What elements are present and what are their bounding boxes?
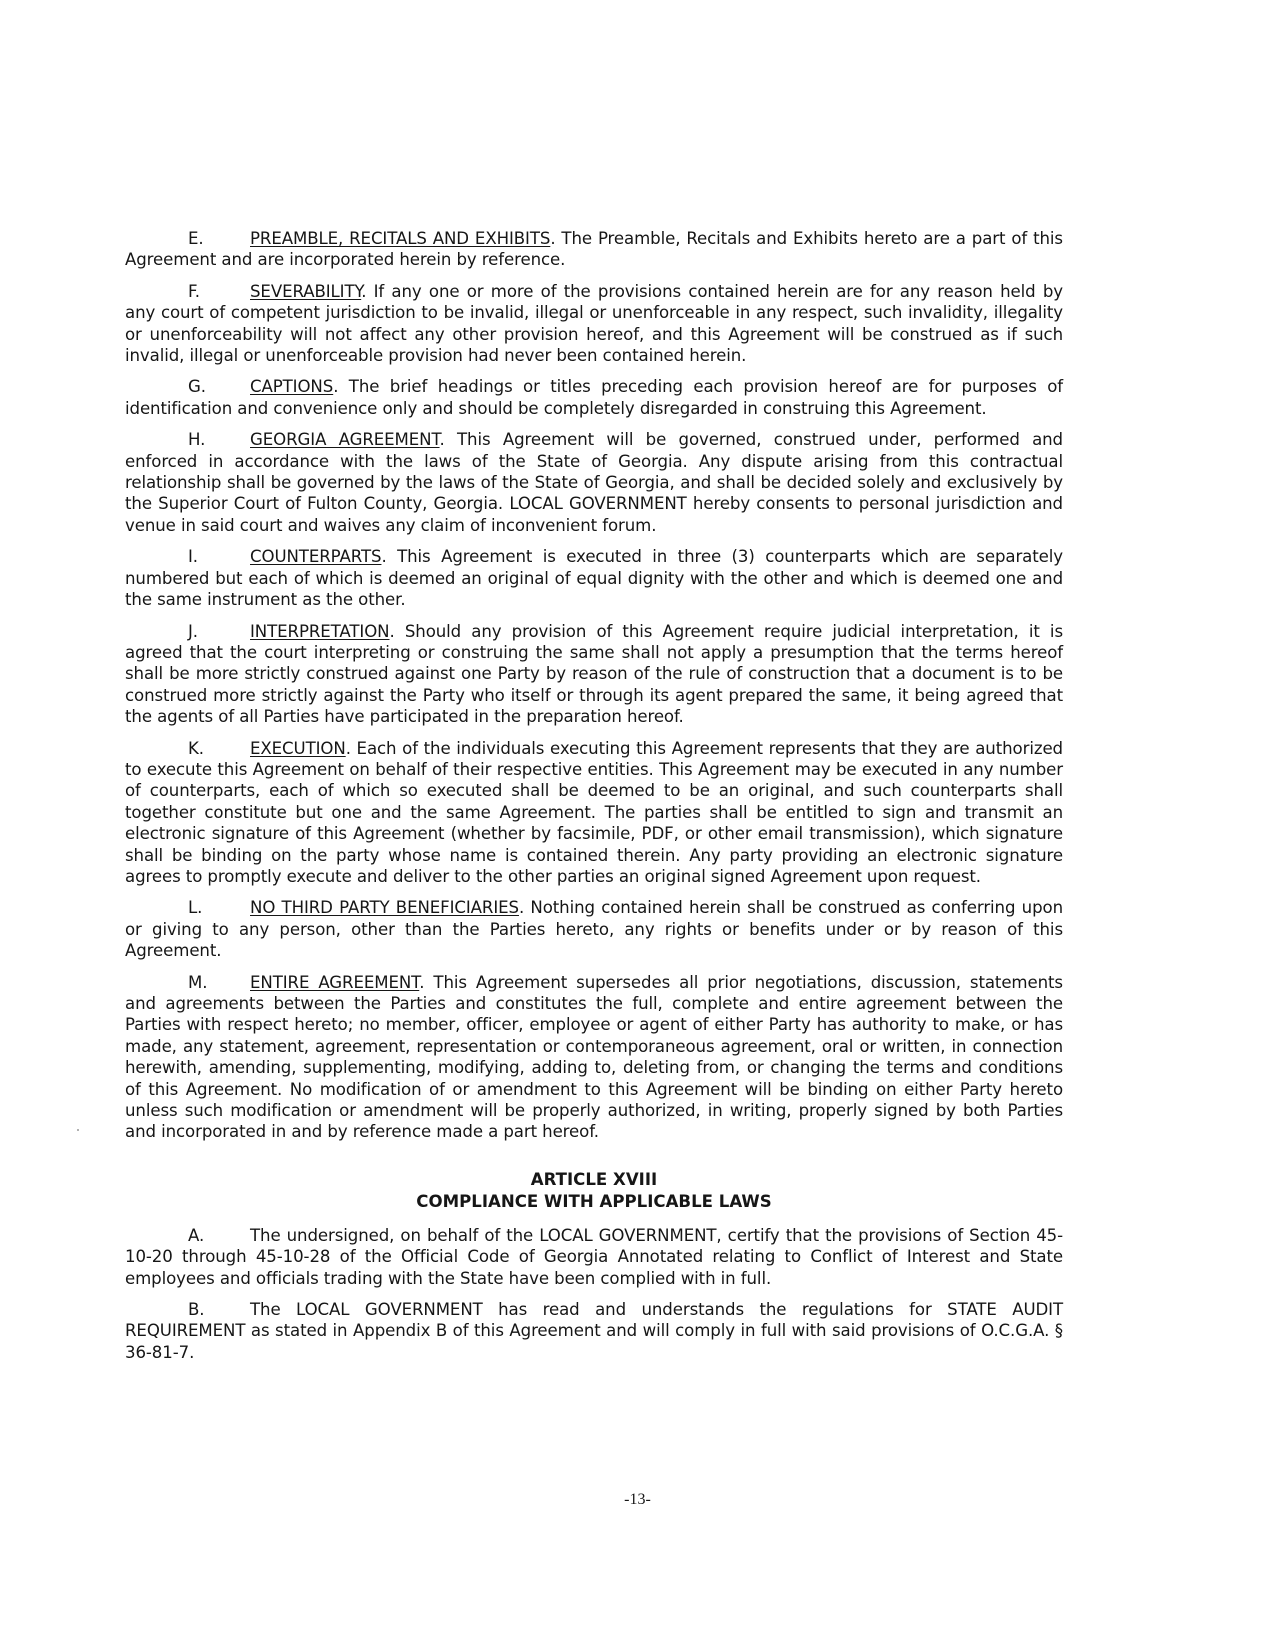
section-letter: K. [188,738,204,758]
section-heading: CAPTIONS [250,377,334,397]
section-letter: E. [188,229,204,248]
section-letter: J. [188,621,198,641]
section-heading: ENTIRE AGREEMENT [250,972,420,992]
section-heading: GEORGIA AGREEMENT [250,430,440,450]
section-l [125,897,1063,961]
section-heading: COUNTERPARTS [250,547,382,567]
section-heading: SEVERABILITY [250,281,362,301]
section-text: . The brief headings or titles preceding each provision hereof are for purposes of identification and convenience only and should be completely disregarded in construing this Agreement. [125,377,1063,418]
section-letter: A. [188,1225,205,1245]
document-page [125,228,1063,1373]
section-j [125,621,1063,728]
section-text: . Should any provision of this Agreement require judicial interpretation, it is agreed that the court interpreting or construing the same shall not apply a presumption that the terms hereof shall be more strictly construed against one Party by reason of the rule of construction that a document is to be construed more strictly against the Party who itself or through its agent prepared the same, it being agreed that the agents of all Parties have participated in the preparation hereof. [125,621,1063,727]
section-letter: H. [188,430,206,450]
section-heading: PREAMBLE, RECITALS AND EXHIBITS [250,229,551,248]
section-text: The LOCAL GOVERNMENT has read and understands the regulations for STATE AUDIT REQUIREMENT as stated in Appendix B of this Agreement and will comply in full with said provisions of O.C.G.A. § 36-81-7. [125,1300,1063,1362]
section-letter: I. [188,547,198,567]
section-e [125,228,1063,271]
section-heading: NO THIRD PARTY BENEFICIARIES [250,898,519,918]
section-letter: G. [188,377,206,397]
section-heading: INTERPRETATION [250,621,390,641]
article-section-b [125,1299,1063,1363]
section-text: . This Agreement is executed in three (3) counterparts which are separately numbered but each of which is deemed an original of equal dignity with the other and which is deemed one and the same instrument as the other. [125,547,1063,610]
section-letter: F. [188,281,200,301]
section-letter: B. [188,1300,205,1320]
section-m [125,972,1063,1143]
section-g [125,376,1063,419]
section-text: . Each of the individuals executing this Agreement represents that they are authorized to execute this Agreement on behalf of their respective entities. This Agreement may be executed in any number of counterparts, each of which so executed shall be deemed to be an original, and such counterparts shall together constitute but one and the same Agreement. The parties shall be entitled to sign and transmit an electronic signature of this Agreement (whether by facsimile, PDF, or other email transmission), which signature shall be binding on the party whose name is contained therein. Any party providing an electronic signature agrees to promptly execute and deliver to the other parties an original signed Agreement upon request. [125,738,1063,886]
page-number: -13- [624,1491,651,1508]
scan-speck [77,1129,79,1131]
article-heading [125,1169,1063,1213]
section-text: The undersigned, on behalf of the LOCAL GOVERNMENT, certify that the provisions of Section 45-10-20 through 45-10-28 of the Official Code of Georgia Annotated relating to Conflict of Interest and State employees and officials trading with the State have been complied with in full. [125,1225,1063,1288]
section-letter: M. [188,972,208,992]
section-k [125,738,1063,888]
section-text: . Nothing contained herein shall be construed as conferring upon or giving to any person, other than the Parties hereto, any rights or benefits under or by reason of this Agreement. [125,898,1063,961]
section-heading: EXECUTION [250,738,346,758]
section-f [125,281,1063,367]
section-text: . The Preamble, Recitals and Exhibits hereto are a part of this Agreement and are incorporated herein by reference. [125,229,1063,270]
section-text: . This Agreement will be governed, construed under, performed and enforced in accordance with the laws of the State of Georgia. Any dispute arising from this contractual relationship shall be governed by the laws of the State of Georgia, and shall be decided solely and exclusively by the Superior Court of Fulton County, Georgia. LOCAL GOVERNMENT hereby consents to personal jurisdiction and venue in said court and waives any claim of inconvenient forum. [125,430,1063,535]
article-title: COMPLIANCE WITH APPLICABLE LAWS [416,1191,772,1211]
section-i [125,546,1063,610]
article-number: ARTICLE XVIII [530,1169,658,1189]
article-section-a [125,1225,1063,1289]
section-h [125,429,1063,536]
section-text: . If any one or more of the provisions contained herein are for any reason held by any court of competent jurisdiction to be invalid, illegal or unenforceable in any respect, such invalidity, illegality or unenforceability will not affect any other provision hereof, and this Agreement will be construed as if such invalid, illegal or unenforceable provision had never been contained herein. [125,281,1063,366]
section-letter: L. [188,898,203,918]
section-text: . This Agreement supersedes all prior negotiations, discussion, statements and agreements between the Parties and constitutes the full, complete and entire agreement between the Parties with respect hereto; no member, officer, employee or agent of either Party has authority to make, or has made, any statement, agreement, representation or contemporaneous agreement, oral or written, in connection herewith, amending, supplementing, modifying, adding to, deleting from, or changing the terms and conditions of this Agreement. No modification of or amendment to this Agreement will be binding on either Party hereto unless such modification or amendment will be properly authorized, in writing, properly signed by both Parties and incorporated in and by reference made a part hereof. [125,972,1063,1142]
